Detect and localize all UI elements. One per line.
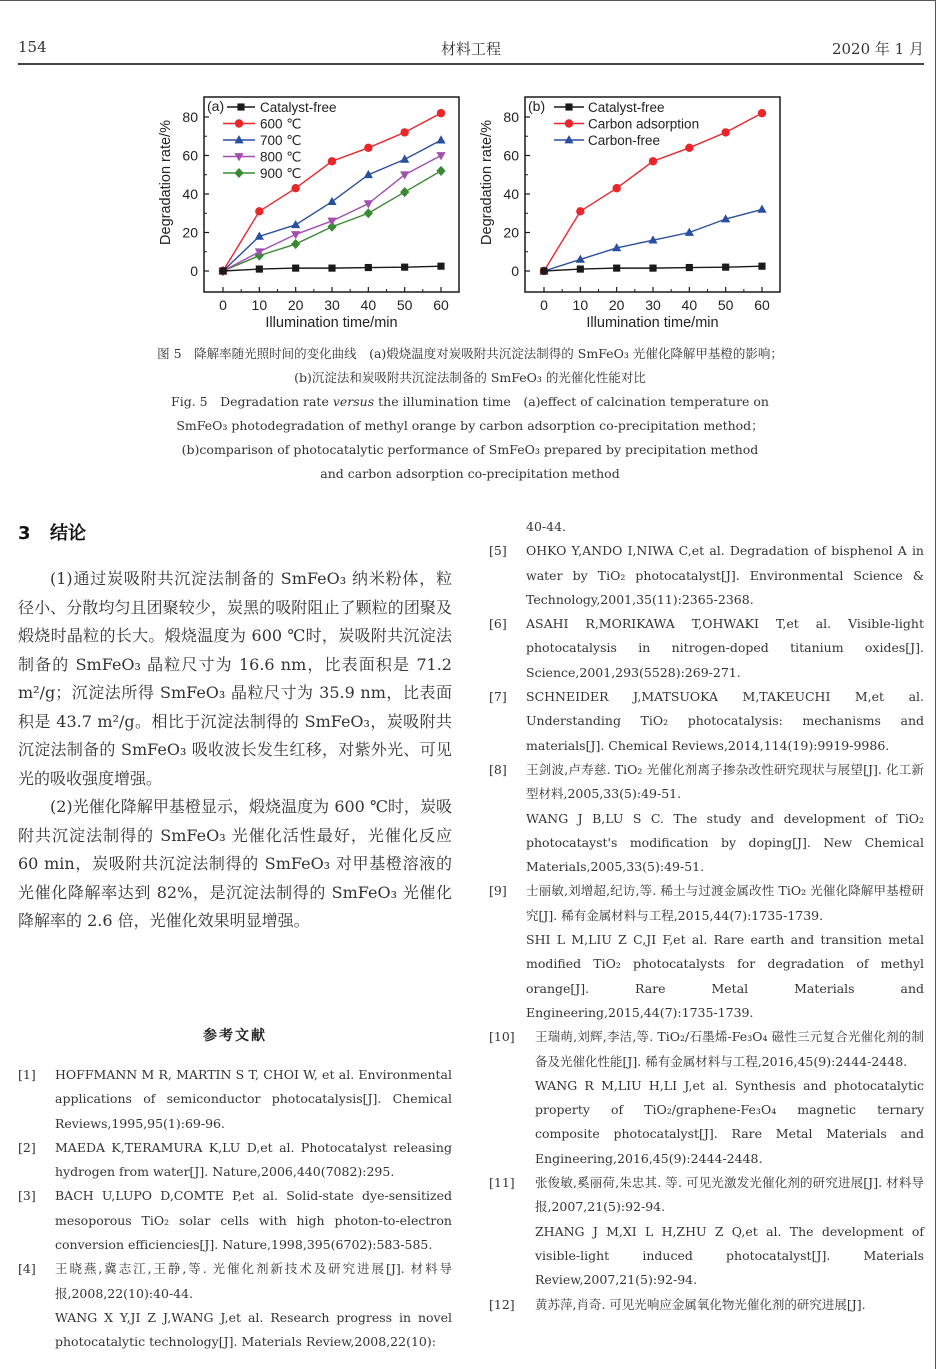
- chart-b: [471, 90, 791, 344]
- x-tick-label: 50: [717, 297, 734, 313]
- reference-item: [489, 1025, 924, 1171]
- reference-number: [7]: [489, 689, 507, 705]
- y-tick-label: 40: [503, 186, 519, 202]
- reference-number: [9]: [489, 883, 507, 899]
- x-tick-label: 10: [572, 297, 589, 313]
- reference-item: [489, 879, 924, 1025]
- x-tick-label: 50: [396, 297, 413, 313]
- figure-caption-cn-2: (b)沉淀法和炭吸附共沉淀法制备的 SmFeO₃ 的光催化性能对比: [294, 370, 646, 385]
- data-point-marker: [364, 208, 373, 218]
- data-point-marker: [291, 184, 299, 192]
- reference-item: [489, 685, 924, 758]
- page-border-top: [0, 0, 936, 1]
- chart-a-plot: [150, 90, 470, 340]
- reference-text: MAEDA K,TERAMURA K,LU D,et al. Photocatalyst releasing hydrogen from water[J]. Nature,2006,440(7082):295.: [55, 1139, 452, 1180]
- x-tick-label: 30: [645, 297, 661, 313]
- reference-number: [10]: [489, 1029, 515, 1045]
- data-point-marker: [400, 171, 409, 179]
- reference-item: [18, 1136, 452, 1185]
- legend-entry: Carbon-free: [588, 133, 661, 148]
- reference-number: [8]: [489, 761, 507, 777]
- data-point-marker: [649, 265, 656, 272]
- y-tick-label: 60: [182, 147, 198, 164]
- data-point-marker: [255, 207, 263, 215]
- y-tick-label: 60: [503, 147, 519, 164]
- figure-caption-en-1: [0, 390, 940, 414]
- legend-entry: Catalyst-free: [260, 100, 337, 115]
- legend: [207, 98, 337, 181]
- data-point-marker: [291, 231, 300, 239]
- legend-entry: 900 ℃: [260, 166, 302, 181]
- panel-label: (b): [528, 98, 546, 114]
- series-800-: [218, 149, 445, 276]
- series-catalyst-free: [540, 263, 765, 275]
- reference-text: 40-44.: [526, 519, 567, 534]
- reference-text: HOFFMANN M R, MARTIN S T, CHOI W, et al. Environmental applications of semiconductor photocatalysis[J]. Chemical Reviews,1995,95(1):69-96.: [55, 1067, 452, 1131]
- references-right-column: [489, 515, 924, 1317]
- reference-text: 张俊敏,奚丽荷,朱忠其. 等. 可见光激发光催化剂的研究进展[J]. 材料导报,2007,21(5):92-94.: [535, 1175, 924, 1215]
- reference-text: 士丽敏,刘增超,纪访,等. 稀土与过渡金属改性 TiO₂ 光催化降解甲基橙研究[J]. 稀有金属材料与工程,2015,44(7):1735-1739.: [526, 883, 924, 923]
- reference-text: ASAHI R,MORIKAWA T,OHWAKI T,et al. Visible-light photocatalysis in nitrogen-doped titanium oxides[J]. Science,2001,293(5528):269-271.: [526, 616, 924, 680]
- reference-item: [18, 1257, 452, 1354]
- caption-en-prefix: Fig. 5 Degradation rate: [171, 394, 333, 409]
- journal-title: 材料工程: [440, 40, 501, 58]
- data-point-marker: [685, 144, 693, 152]
- x-tick-label: 0: [540, 297, 548, 313]
- x-tick-label: 10: [251, 297, 268, 313]
- reference-text: 王瑞萌,刘辉,李洁,等. TiO₂/石墨烯-Fe₃O₄ 磁性三元复合光催化剂的制备及光催化性能[J]. 稀有金属材料与工程,2016,45(9):2444-2448.: [535, 1029, 924, 1069]
- x-tick-label: 60: [433, 297, 449, 313]
- x-tick-label: 60: [754, 297, 770, 313]
- data-point-marker: [612, 184, 620, 192]
- reference-number: [1]: [18, 1067, 36, 1082]
- legend-entry: Catalyst-free: [588, 100, 665, 115]
- y-tick-label: 20: [182, 224, 198, 241]
- y-tick-label: 0: [511, 263, 519, 279]
- y-axis-label: Degradation rate/%: [479, 120, 495, 245]
- reference-item: [489, 515, 924, 539]
- reference-item: [489, 539, 924, 612]
- y-tick-label: 40: [182, 186, 198, 202]
- reference-item: [18, 1063, 452, 1136]
- legend-entry: 800 ℃: [260, 149, 302, 165]
- reference-number: [4]: [18, 1261, 36, 1277]
- data-point-marker: [364, 200, 373, 208]
- data-point-marker: [235, 119, 243, 127]
- data-point-marker: [436, 166, 445, 176]
- legend-entry: 700 ℃: [260, 133, 302, 148]
- reference-translation: WANG X Y,JI Z J,WANG J,et al. Research progress in novel photocatalytic technology[J]. Materials Review,2008,22(10):: [55, 1309, 452, 1350]
- page-number: 154: [18, 38, 47, 56]
- reference-number: [5]: [489, 543, 507, 559]
- x-axis-label: Illumination time/min: [265, 315, 398, 331]
- reference-item: [489, 758, 924, 879]
- legend-entry: 600 ℃: [260, 116, 302, 132]
- data-point-marker: [565, 119, 573, 127]
- x-tick-label: 40: [681, 297, 698, 313]
- conclusion-paragraph-2: (2)光催化降解甲基橙显示，煅烧温度为 600 ℃时，炭吸附共沉淀法制得的 SmFeO₃ 光催化活性最好，光催化反应 60 min，炭吸附共沉淀法制得的 SmFeO₃ 对甲基橙溶液的光催化降解率达到 82%，是沉淀法制得的 SmFeO₃ 光催化降解率的 2.6 倍，光催化效果明显增强。: [18, 797, 452, 930]
- section-title: 结论: [50, 523, 86, 544]
- references-title: 参考文献: [203, 1028, 267, 1044]
- data-point-marker: [237, 103, 244, 110]
- conclusion-paragraph-1: (1)通过炭吸附共沉淀法制备的 SmFeO₃ 纳米粉体，粒径小、分散均匀且团聚较少，炭黑的吸附阻止了颗粒的团聚及煅烧时晶粒的长大。煅烧温度为 600 ℃时，炭吸附共沉淀法制备的 SmFeO₃ 晶粒尺寸为 16.6 nm，比表面积是 71.2 m²/g；沉淀法所得 SmFeO₃ 晶粒尺寸为 35.9 nm，比表面积是 43.7 m²/g。相比于沉淀法制得的 SmFeO₃，炭吸附共沉淀法制备的 SmFeO₃ 吸收波长发生红移，对紫外光、可见光的吸收强度增强。: [18, 569, 452, 788]
- data-point-marker: [436, 135, 445, 143]
- data-point-marker: [292, 265, 299, 272]
- legend: [528, 98, 699, 148]
- series-carbon-free: [539, 205, 766, 275]
- data-point-marker: [364, 144, 372, 152]
- reference-translation: SHI L M,LIU Z C,JI F,et al. Rare earth and transition metal modified TiO₂ photocatalysts for degradation of methyl orange[J]. Rare Metal Materials and Engineering,2015,44(7):1735-1739.: [526, 932, 924, 1020]
- reference-translation: ZHANG J M,XI L H,ZHU Z Q,et al. The development of visible-light induced photocatalyst[J]. Materials Review,2007,21(5):92-94.: [535, 1223, 924, 1288]
- x-axis-label: Illumination time/min: [586, 315, 719, 331]
- reference-number: [3]: [18, 1188, 36, 1204]
- y-tick-label: 0: [190, 263, 198, 279]
- data-point-marker: [328, 265, 335, 272]
- data-point-marker: [437, 109, 445, 117]
- reference-text: SCHNEIDER J,MATSUOKA M,TAKEUCHI M,et al. Understanding TiO₂ photocatalysis: mechanisms and materials[J]. Chemical Reviews,2014,114(19):9919-9986.: [526, 689, 924, 753]
- y-tick-label: 80: [503, 109, 519, 125]
- reference-number: [6]: [489, 616, 507, 632]
- data-point-marker: [400, 187, 409, 197]
- data-point-marker: [436, 152, 445, 160]
- data-point-marker: [256, 266, 263, 273]
- series-600-: [219, 109, 445, 275]
- panel-label: (a): [207, 98, 225, 114]
- reference-number: [2]: [18, 1139, 36, 1155]
- data-point-marker: [437, 263, 444, 270]
- data-point-marker: [234, 168, 243, 178]
- x-tick-label: 0: [219, 297, 227, 313]
- figure-caption-en-4: and carbon adsorption co-precipitation method: [320, 466, 620, 481]
- issue-date: 2020 年 1 月: [831, 40, 924, 58]
- data-point-marker: [686, 264, 693, 271]
- data-point-marker: [577, 266, 584, 273]
- reference-translation: WANG R M,LIU H,LI J,et al. Synthesis and photocatalytic property of TiO₂/graphene-Fe₃O₄ magnetic ternary composite photocatalyst[J]. Rare Metal Materials and Engineering,2016,45(9):2444-2448.: [535, 1077, 924, 1166]
- data-point-marker: [565, 103, 572, 110]
- reference-number: [11]: [489, 1175, 515, 1191]
- reference-text: 黄苏萍,肖奇. 可见光响应金属氧化物光催化剂的研究进展[J].: [535, 1296, 866, 1312]
- conclusions-body: [18, 565, 452, 936]
- y-axis-label: Degradation rate/%: [158, 120, 174, 245]
- figure-caption-en-2: SmFeO₃ photodegradation of methyl orange by carbon adsorption co-precipitation method；: [176, 418, 764, 433]
- data-point-marker: [401, 264, 408, 271]
- reference-text: OHKO Y,ANDO I,NIWA C,et al. Degradation of bisphenol A in water by TiO₂ photocatalyst[J]. Environmental Science & Technology,2001,35(11):2365-2368.: [526, 543, 924, 607]
- data-point-marker: [219, 267, 226, 274]
- data-point-marker: [327, 197, 336, 205]
- y-tick-label: 80: [182, 109, 198, 125]
- header-rule: [18, 63, 924, 65]
- reference-translation: WANG J B,LU S C. The study and development of TiO₂ photocatayst's modification by doping[J]. New Chemical Materials,2005,33(5):49-51.: [526, 810, 924, 875]
- series-catalyst-free: [219, 263, 444, 275]
- reference-number: [12]: [489, 1296, 515, 1312]
- reference-item: [18, 1184, 452, 1257]
- x-tick-label: 20: [287, 297, 304, 313]
- data-point-marker: [649, 157, 657, 165]
- data-point-marker: [291, 239, 300, 249]
- reference-item: [489, 1171, 924, 1292]
- chart-a: [150, 90, 470, 344]
- references-left-column: [18, 1063, 452, 1355]
- data-point-marker: [576, 207, 584, 215]
- data-point-marker: [540, 267, 547, 274]
- y-tick-label: 20: [503, 224, 519, 241]
- reference-text: BACH U,LUPO D,COMTE P,et al. Solid-state dye-sensitized mesoporous TiO₂ solar cells with high photon-to-electron conversion efficiencies[J]. Nature,1998,395(6702):583-585.: [55, 1188, 452, 1253]
- data-point-marker: [291, 220, 300, 228]
- caption-en-italic: versus: [332, 394, 375, 409]
- reference-text: 王晓燕,冀志江,王静,等. 光催化剂新技术及研究进展[J]. 材料导报,2008,22(10):40-44.: [55, 1261, 452, 1301]
- data-point-marker: [758, 109, 766, 117]
- chart-b-plot: [471, 90, 791, 340]
- x-tick-label: 30: [324, 297, 340, 313]
- data-point-marker: [328, 157, 336, 165]
- figure-caption-cn-1: 图 5 降解率随光照时间的变化曲线 (a)煅烧温度对炭吸附共沉淀法制得的 SmFeO₃ 光催化降解甲基橙的影响；: [157, 346, 783, 361]
- page-border-right: [935, 0, 936, 1369]
- reference-text: 王剑波,卢寿慈. TiO₂ 光催化剂离子掺杂改性研究现状与展望[J]. 化工新型材料,2005,33(5):49-51.: [526, 761, 924, 802]
- data-point-marker: [721, 128, 729, 136]
- reference-item: [489, 1293, 924, 1317]
- figure-caption-en-3: (b)comparison of photocatalytic performance of SmFeO₃ prepared by precipitation method: [181, 442, 759, 457]
- data-point-marker: [758, 263, 765, 270]
- data-point-marker: [400, 155, 409, 163]
- section-number: 3: [18, 523, 31, 544]
- legend-entry: Carbon adsorption: [588, 116, 700, 132]
- data-point-marker: [613, 265, 620, 272]
- section-heading: [18, 519, 86, 545]
- data-point-marker: [722, 264, 729, 271]
- reference-item: [489, 612, 924, 685]
- data-point-marker: [757, 205, 766, 213]
- x-tick-label: 40: [360, 297, 377, 313]
- running-head: [18, 38, 924, 62]
- caption-en-rest: the illumination time (a)effect of calcination temperature on: [374, 394, 769, 409]
- data-point-marker: [365, 264, 372, 271]
- data-point-marker: [400, 128, 408, 136]
- x-tick-label: 20: [608, 297, 625, 313]
